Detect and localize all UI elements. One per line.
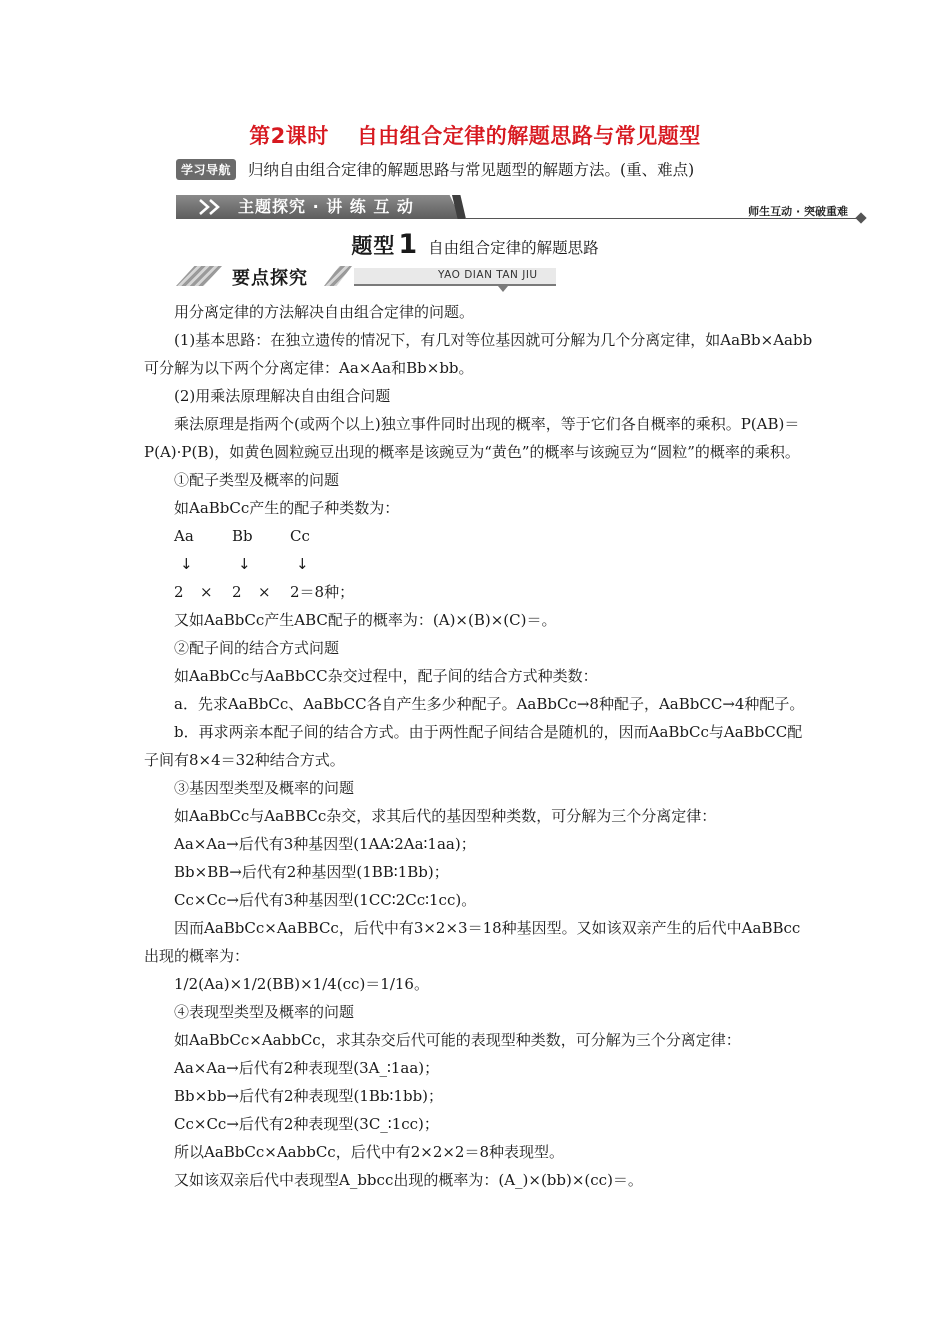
diagram-cell: × — [200, 583, 213, 601]
lesson-title — [0, 120, 950, 150]
diagram-cell: Bb — [232, 527, 253, 545]
key-points-bar — [176, 264, 558, 294]
diagram-cell: 2＝8种； — [290, 583, 355, 601]
study-guide — [176, 157, 694, 181]
paragraph: a．先求AaBbCc、AaBbCC各自产生多少种配子。AaBbCc→8种配子，AaBbCC→4种配子。 — [174, 695, 805, 713]
paragraph: 如AaBbCc×AabbCc，求其杂交后代可能的表现型种类数，可分解为三个分离定律： — [174, 1031, 741, 1049]
paragraph: ③基因型类型及概率的问题 — [174, 779, 355, 797]
question-type-label: 题型 — [351, 234, 396, 258]
diamond-icon — [855, 212, 866, 223]
hatch-decoration — [176, 266, 222, 286]
diagram-cell: × — [258, 583, 271, 601]
paragraph: Cc×Cc→后代有2种表现型(3C_∶1cc)； — [174, 1115, 439, 1133]
paragraph: Aa×Aa→后代有2种表现型(3A_∶1aa)； — [174, 1059, 440, 1077]
paragraph: 因而AaBbCc×AaBBCc，后代中有3×2×3＝18种基因型。又如该双亲产生的后代中AaBBcc出现的概率为： — [144, 919, 801, 965]
double-chevron-icon — [198, 198, 226, 216]
paragraph: b．再求两亲本配子间的结合方式。由于两性配子间结合是随机的，因而AaBbCc与AaBbCC配子间有8×4＝32种结合方式。 — [144, 723, 803, 769]
gamete-diagram-arrows — [144, 550, 814, 578]
lesson-topic: 自由组合定律的解题思路与常见题型 — [356, 124, 701, 148]
gamete-diagram-counts — [144, 578, 814, 606]
paragraph: ②配子间的结合方式问题 — [174, 639, 340, 657]
section-banner — [176, 192, 866, 222]
question-type-number: 1 — [398, 229, 419, 260]
paragraph: Aa×Aa→后代有3种基因型(1AA∶2Aa∶1aa)； — [174, 835, 476, 853]
diagram-cell: 2 — [174, 583, 184, 601]
gamete-diagram-genotypes — [144, 522, 814, 550]
banner-caption: 师生互动 · 突破重难 — [748, 205, 848, 218]
key-points-pinyin: YAO DIAN TAN JIU — [438, 269, 538, 281]
paragraph: 用分离定律的方法解决自由组合定律的问题。 — [174, 303, 475, 321]
study-guide-badge: 学习导航 — [176, 159, 236, 180]
triangle-down-icon — [498, 286, 508, 292]
paragraph: (2)用乘法原理解决自由组合问题 — [174, 387, 391, 405]
body-text — [144, 298, 814, 1194]
question-type-heading — [0, 229, 950, 260]
paragraph: 如AaBbCc产生的配子种类数为： — [174, 499, 400, 517]
hatch-decoration — [324, 266, 352, 286]
paragraph: 又如AaBbCc产生ABC配子的概率为：(A)×(B)×(C)＝。 — [174, 611, 557, 629]
diagram-cell: 2 — [232, 583, 242, 601]
paragraph: Bb×BB→后代有2种基因型(1BB∶1Bb)； — [174, 863, 449, 881]
study-guide-text: 归纳自由组合定律的解题思路与常见题型的解题方法。(重、难点) — [248, 161, 695, 179]
down-arrow-icon: ↓ — [238, 555, 251, 573]
paragraph: (1)基本思路：在独立遗传的情况下，有几对等位基因就可分解为几个分离定律，如AaBb×Aabb可分解为以下两个分离定律：Aa×Aa和Bb×bb。 — [144, 331, 813, 377]
banner-title: 主题探究 · 讲 练 互 动 — [238, 197, 414, 216]
paragraph: 如AaBbCc与AaBBCc杂交，求其后代的基因型种类数，可分解为三个分离定律： — [174, 807, 717, 825]
paragraph: ①配子类型及概率的问题 — [174, 471, 340, 489]
down-arrow-icon: ↓ — [296, 555, 309, 573]
paragraph: Cc×Cc→后代有3种基因型(1CC∶2Cc∶1cc)。 — [174, 891, 477, 909]
down-arrow-icon: ↓ — [180, 555, 193, 573]
question-type-subtitle: 自由组合定律的解题思路 — [428, 239, 599, 257]
paragraph: 又如该双亲后代中表现型A_bbcc出现的概率为：(A_)×(bb)×(cc)＝。 — [174, 1171, 643, 1189]
paragraph: 1/2(Aa)×1/2(BB)×1/4(cc)＝1/16。 — [174, 975, 429, 993]
paragraph: ④表现型类型及概率的问题 — [174, 1003, 355, 1021]
key-points-title: 要点探究 — [232, 268, 308, 289]
lesson-number: 第2课时 — [249, 124, 329, 148]
paragraph: 乘法原理是指两个(或两个以上)独立事件同时出现的概率，等于它们各自概率的乘积。P(AB)＝P(A)·P(B)，如黄色圆粒豌豆出现的概率是该豌豆为“黄色”的概率与该豌豆为“圆粒”的概率的乘积。 — [144, 415, 800, 461]
paragraph: Bb×bb→后代有2种表现型(1Bb∶1bb)； — [174, 1087, 444, 1105]
paragraph: 如AaBbCc与AaBbCC杂交过程中，配子间的结合方式种类数： — [174, 667, 598, 685]
paragraph: 所以AaBbCc×AabbCc，后代中有2×2×2＝8种表现型。 — [174, 1143, 565, 1161]
diagram-cell: Aa — [174, 527, 194, 545]
diagram-cell: Cc — [290, 527, 310, 545]
